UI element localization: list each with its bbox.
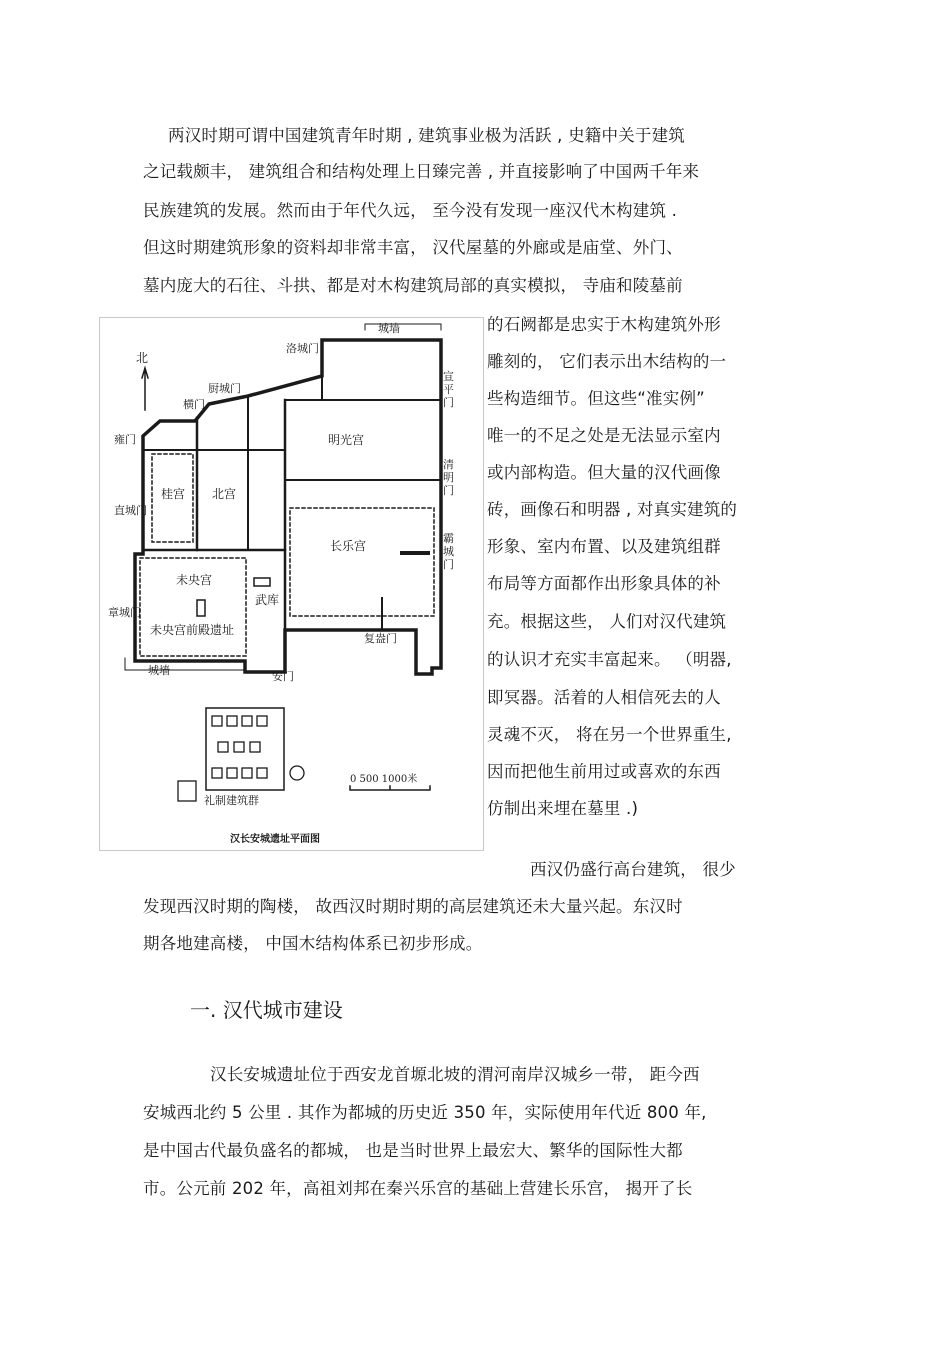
side-line-3: 些构造细节。但这些“准实例”: [487, 389, 705, 408]
side-line-6: 砖，画像石和明器 , 对真实建筑的: [487, 500, 738, 519]
label-weiyang-palace: 未央宫: [176, 573, 213, 587]
label-zhangcheng-gate: 章城门: [108, 606, 141, 619]
para1-line-3: 民族建筑的发展。然而由于年代久远， 至今没有发现一座汉代木构建筑 .: [143, 201, 678, 220]
label-yong-gate: 雍门: [114, 433, 136, 446]
lizhi-round-altar: [290, 766, 304, 780]
section-heading: 一. 汉代城市建设: [190, 998, 343, 1022]
label-chengqiang-top: 城墙: [378, 322, 400, 335]
para2-line-1: 西汉仍盛行高台建筑， 很少: [530, 860, 736, 879]
weiyang-hall-marker: [197, 600, 205, 616]
label-heng-gate: 横门: [183, 398, 205, 411]
para3-line-4: 市。公元前 202 年，高祖刘邦在秦兴乐宫的基础上营建长乐宫， 揭开了长: [143, 1179, 693, 1198]
label-changle-palace: 长乐宫: [330, 539, 367, 553]
label-fuang-gate: 复盎门: [364, 632, 397, 645]
label-bacheng-gate: 霸城门: [443, 532, 454, 571]
side-line-2: 雕刻的， 它们表示出木结构的一: [487, 352, 727, 371]
lizhi-west-square: [178, 781, 196, 801]
para2-line-2: 发现西汉时期的陶楼， 故西汉时期时期的高层建筑还未大量兴起。东汉时: [143, 897, 683, 916]
side-line-13: 因而把他生前用过或喜欢的东西: [487, 762, 721, 781]
scale-bar: [350, 786, 430, 790]
label-minguang-palace: 明光宫: [328, 433, 365, 447]
side-line-10: 的认识才充实丰富起来。 （明器,: [487, 650, 732, 669]
label-lizhi-complex: 礼制建筑群: [204, 794, 259, 807]
figure-caption: 汉长安城遗址平面图: [230, 834, 320, 845]
side-line-11: 即冥器。活着的人相信死去的人: [487, 688, 721, 707]
para2-line-3: 期各地建高楼， 中国木结构体系已初步形成。: [143, 934, 483, 953]
changle-palace-outline: [290, 508, 434, 616]
label-wuku: 武库: [255, 593, 280, 607]
label-gui-palace: 桂宫: [161, 487, 186, 501]
para1-line-2: 之记载颇丰， 建筑组合和结构处理上日臻完善 , 并直接影响了中国两千年来: [143, 162, 700, 181]
city-plan-svg: [100, 318, 485, 852]
label-chucheng-gate: 厨城门: [208, 382, 241, 395]
side-line-12: 灵魂不灭， 将在另一个世界重生,: [487, 725, 732, 744]
para3-line-2: 安城西北约 5 公里 . 其作为都城的历史近 350 年，实际使用年代近 800 年,: [143, 1103, 707, 1122]
para3-line-3: 是中国古代最负盛名的都城， 也是当时世界上最宏大、繁华的国际性大都: [143, 1141, 683, 1160]
label-scale: 0 500 1000米: [350, 774, 418, 785]
side-line-4: 唯一的不足之处是无法显示室内: [487, 426, 721, 445]
label-weiyang-ruins: 未央宫前殿遗址: [150, 623, 235, 637]
para3-line-1: 汉长安城遗址位于西安龙首塬北坡的渭河南岸汉城乡一带， 距今西: [210, 1065, 700, 1084]
side-line-1: 的石阙都是忠实于木构建筑外形: [487, 315, 721, 334]
side-line-8: 布局等方面都作出形象具体的补: [487, 574, 721, 593]
side-line-9: 充。根据这些， 人们对汉代建筑: [487, 612, 727, 631]
wall-bracket-top: [365, 324, 441, 330]
label-qingming-gate: 清明门: [443, 458, 454, 497]
label-bei-palace: 北宫: [212, 487, 237, 501]
side-line-7: 形象、室内布置、以及建筑组群: [487, 537, 721, 556]
label-luocheng-gate: 洛城门: [286, 342, 319, 355]
wuku-marker: [254, 578, 270, 586]
north-arrow: [142, 368, 148, 410]
city-plan-figure: [99, 317, 484, 851]
label-zhicheng-gate: 直城门: [114, 504, 147, 517]
para1-line-1: 两汉时期可谓中国建筑青年时期 , 建筑事业极为活跃 , 史籍中关于建筑: [168, 126, 685, 145]
label-xuanping-gate: 宣平门: [443, 370, 454, 409]
side-line-5: 或内部构造。但大量的汉代画像: [487, 463, 721, 482]
para1-line-4: 但这时期建筑形象的资料却非常丰富， 汉代屋墓的外廊或是庙堂、外门、: [143, 238, 683, 257]
label-chengqiang-bottom: 城墙: [148, 664, 170, 677]
para1-line-5: 墓内庞大的石往、斗拱、都是对木构建筑局部的真实模拟， 寺庙和陵墓前: [143, 276, 683, 295]
label-an-gate: 安门: [272, 670, 294, 683]
label-north: 北: [136, 351, 149, 365]
side-line-14: 仿制出来埋在墓里 .): [487, 799, 639, 818]
